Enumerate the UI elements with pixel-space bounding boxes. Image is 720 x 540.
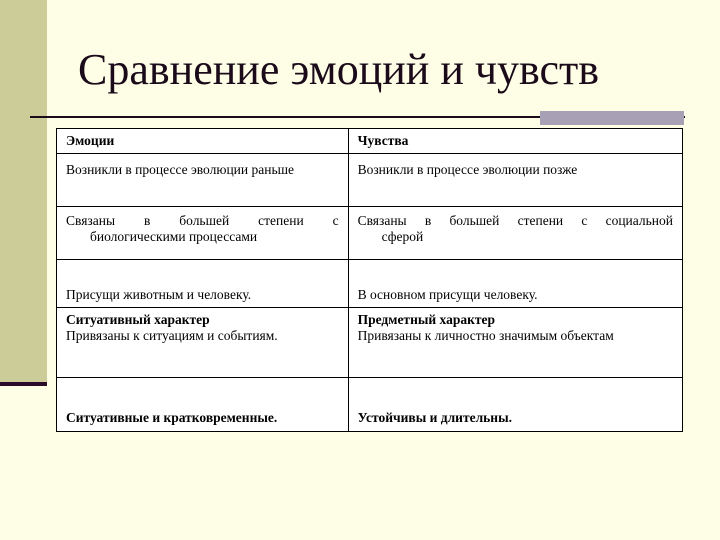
cell-emotions-duration: Ситуативные и кратковременные. xyxy=(57,378,349,432)
table-header-row xyxy=(57,129,683,154)
side-decor-accent xyxy=(0,382,47,386)
cell-emotions-character xyxy=(57,308,349,378)
cell-line: сферой xyxy=(381,229,424,244)
cell-emotions-inherent: Присущи животным и человеку. xyxy=(57,260,349,308)
cell-emotions-connection xyxy=(57,207,349,260)
cell-feelings-character xyxy=(348,308,682,378)
comparison-table xyxy=(56,128,683,432)
table-row xyxy=(57,260,683,308)
cell-feelings-inherent: В основном присущи человеку. xyxy=(348,260,682,308)
cell-line: Связаны в большей степени с социальной xyxy=(357,213,673,228)
cell-subtitle: Ситуативный характер xyxy=(66,312,210,327)
table-row xyxy=(57,207,683,260)
cell-text: Привязаны к личностно значимым объектам xyxy=(357,328,614,343)
cell-feelings-evolution: Возникли в процессе эволюции позже xyxy=(348,154,682,207)
cell-text: Привязаны к ситуациям и событиям. xyxy=(66,328,278,343)
slide-title: Сравнение эмоций и чувств xyxy=(78,45,600,94)
cell-line: биологическими процессами xyxy=(90,229,258,244)
header-emotions: Эмоции xyxy=(57,129,349,154)
side-decor-strip xyxy=(0,0,47,383)
cell-emotions-evolution: Возникли в процессе эволюции раньше xyxy=(57,154,349,207)
cell-feelings-duration: Устойчивы и длительны. xyxy=(348,378,682,432)
table-row xyxy=(57,378,683,432)
cell-subtitle: Предметный характер xyxy=(357,312,496,327)
table-row xyxy=(57,308,683,378)
table-row xyxy=(57,154,683,207)
header-feelings: Чувства xyxy=(348,129,682,154)
cell-feelings-connection xyxy=(348,207,682,260)
cell-line: Связаны в большей степени с xyxy=(66,213,339,228)
title-underline-accent xyxy=(540,111,684,125)
